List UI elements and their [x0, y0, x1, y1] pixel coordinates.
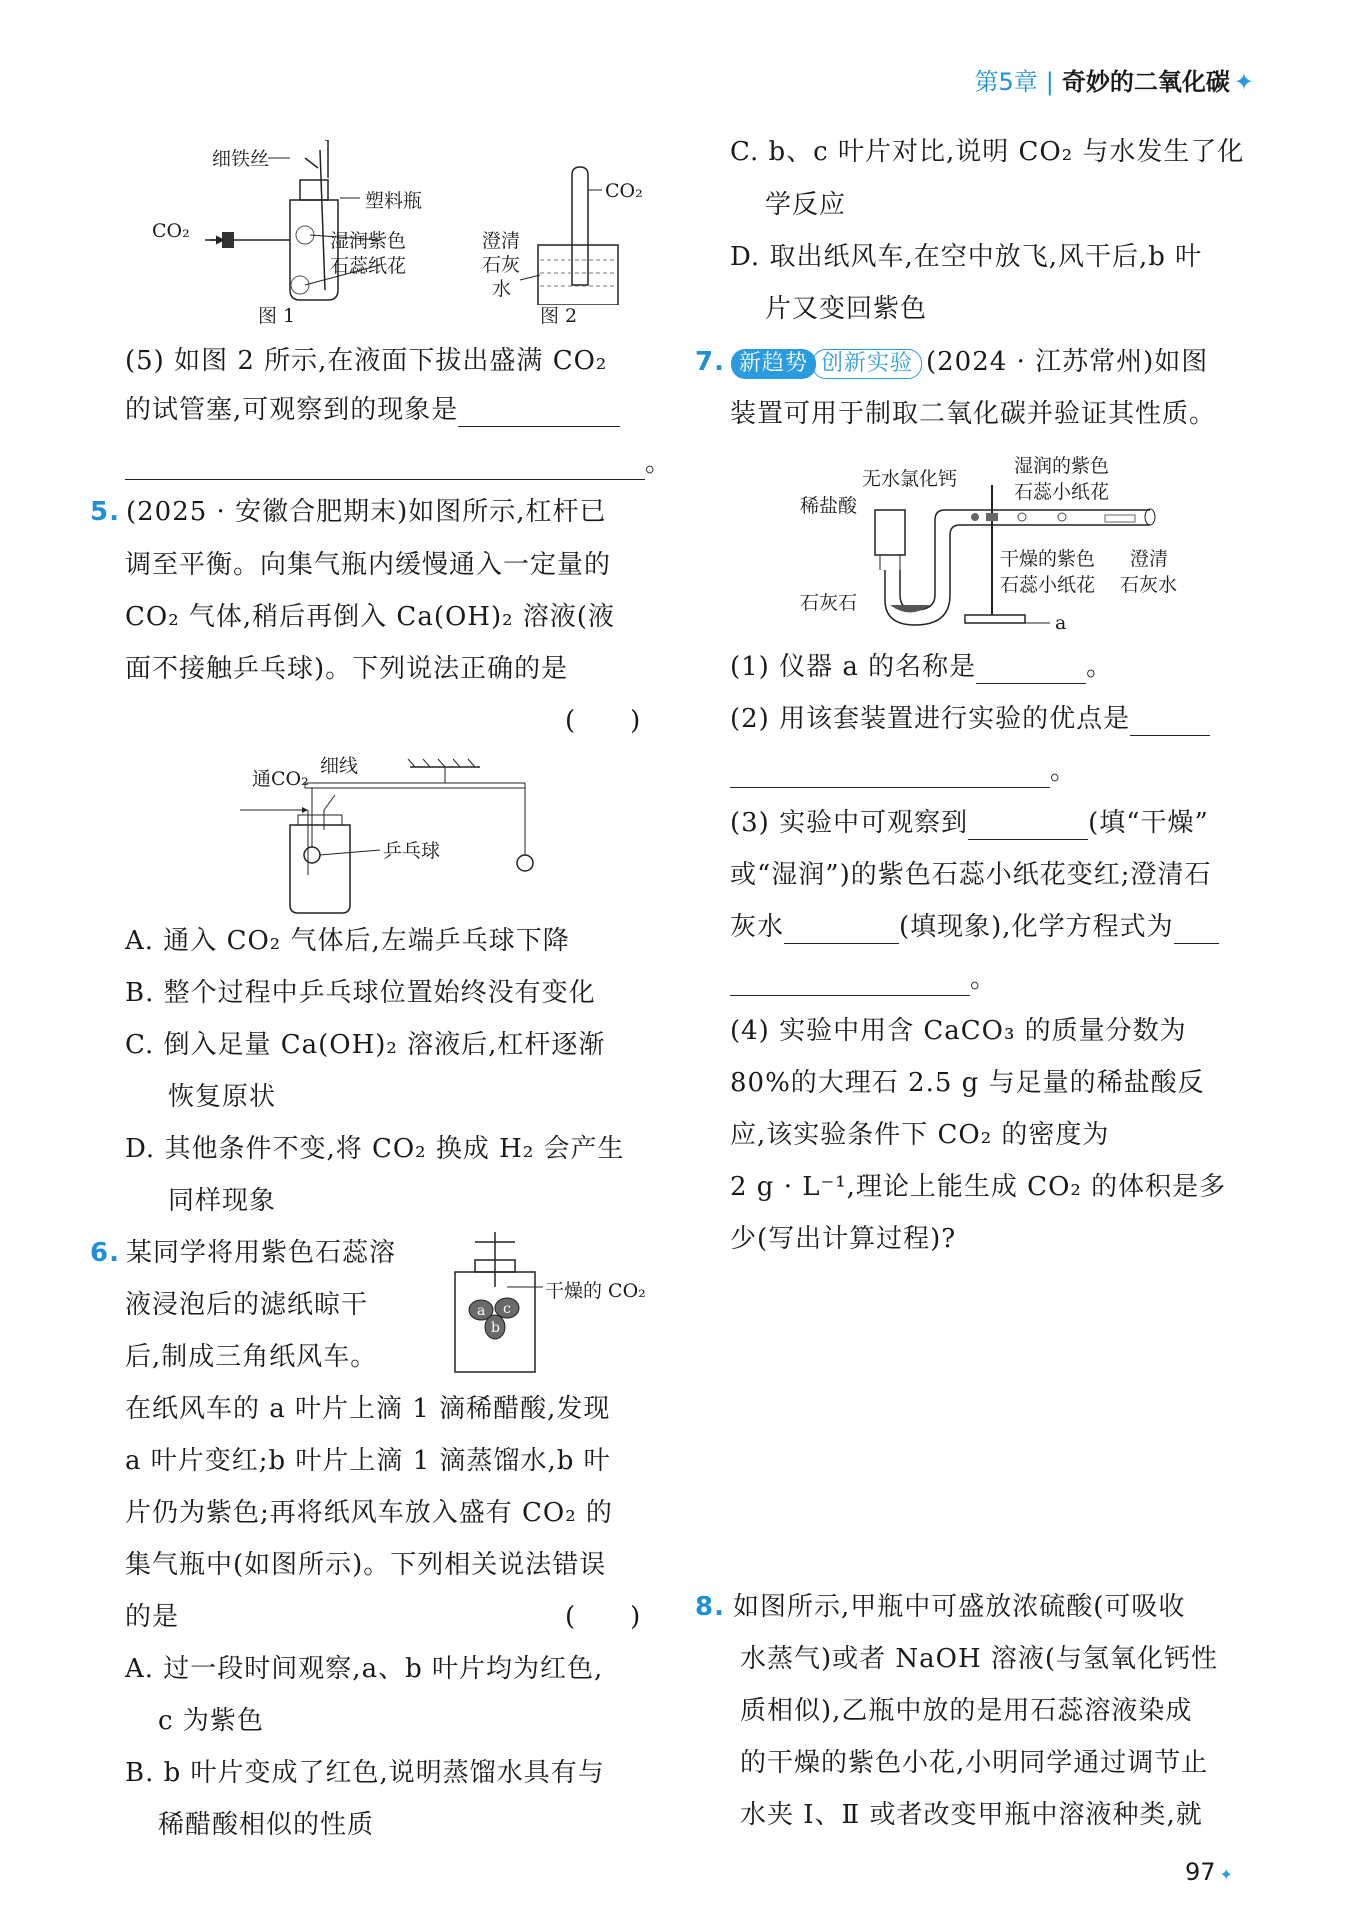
sparkle-icon: ✦: [1219, 1865, 1233, 1884]
fig1-caption: 图 1: [258, 305, 296, 327]
q7-fig-lime1-label: 澄清: [1130, 548, 1169, 570]
q5-option-d2: 同样现象: [168, 1186, 277, 1216]
q8-line5: 水夹 Ⅰ、Ⅱ 或者改变甲瓶中溶液种类,就: [740, 1800, 1203, 1830]
q6-option-b2: 稀醋酸相似的性质: [158, 1810, 375, 1840]
fig1-label-co2: CO₂: [152, 220, 190, 242]
header-separator: |: [1045, 68, 1054, 96]
chapter-header: [975, 62, 1254, 97]
q7-part3-line3: 灰水 (填现象),化学方程式为: [730, 910, 1219, 944]
fig2-label-lime1: 澄清: [482, 230, 521, 252]
q7-fig-stone-label: 石灰石: [800, 592, 858, 614]
q7-line1: 7. 新趋势 创新实验 (2024 · 江苏常州)如图: [695, 347, 1209, 377]
q6-line5: a 叶片变红;b 叶片上滴 1 滴蒸馏水,b 叶: [125, 1446, 611, 1476]
q5-line2: 调至平衡。向集气瓶内缓慢通入一定量的: [125, 550, 612, 580]
q7-part4-line3: 应,该实验条件下 CO₂ 的密度为: [730, 1120, 1110, 1150]
q7-fig-hcl-label: 稀盐酸: [800, 495, 858, 517]
q7-fig-dry2-label: 石蕊小纸花: [1000, 574, 1096, 596]
q6-pinwheel-bottle-diagram: [445, 1232, 545, 1382]
fig2-label-co2: CO₂: [605, 180, 643, 202]
q8-line2: 水蒸气)或者 NaOH 溶液(与氢氧化钙性: [740, 1644, 1219, 1674]
svg-text:a: a: [477, 1303, 486, 1319]
chapter-number: 第5章: [974, 68, 1038, 96]
figure-1-diagram: [150, 140, 480, 340]
fig1-label-flower2: 石蕊纸花: [330, 255, 407, 277]
q6-line2: 液浸泡后的滤纸晾干: [125, 1290, 369, 1320]
svg-text:b: b: [491, 1320, 500, 1336]
fig1-label-flower1: 湿润紫色: [330, 230, 407, 252]
q6-line7: 集气瓶中(如图所示)。下列相关说法错误: [125, 1550, 607, 1580]
q8-line4: 的干燥的紫色小花,小明同学通过调节止: [740, 1748, 1209, 1778]
q5-option-c1: C. 倒入足量 Ca(OH)₂ 溶液后,杠杆逐渐: [125, 1030, 606, 1060]
q6-option-d2: 片又变回紫色: [765, 294, 928, 324]
q7-part3-line2: 或“湿润”)的紫色石蕊小纸花变红;澄清石: [730, 860, 1212, 890]
q7-part2-line1: (2) 用该套装置进行实验的优点是: [730, 702, 1210, 736]
q5-option-d1: D. 其他条件不变,将 CO₂ 换成 H₂ 会产生: [125, 1134, 625, 1164]
q6-option-a2: c 为紫色: [158, 1706, 264, 1736]
q7-part1: (1) 仪器 a 的名称是 。: [730, 652, 1114, 682]
q7-fig-a-label: a: [1055, 612, 1067, 634]
chapter-title: 奇妙的二氧化碳: [1061, 68, 1230, 96]
q7-fig-dry1-label: 干燥的紫色: [1000, 548, 1096, 570]
q7-fig-wet2-label: 石蕊小纸花: [1014, 481, 1110, 503]
fig1-label-bottle: 塑料瓶: [365, 190, 423, 212]
q6-answer-paren: ( ): [565, 1602, 642, 1632]
fig2-caption: 图 2: [540, 305, 578, 327]
q7-part3-line1: (3) 实验中可观察到 (填“干燥”: [730, 808, 1209, 838]
svg-text:c: c: [503, 1301, 511, 1317]
q7-part4-line2: 80%的大理石 2.5 g 与足量的稀盐酸反: [730, 1068, 1205, 1098]
q8-number: 8.: [695, 1592, 725, 1622]
q6-option-a1: A. 过一段时间观察,a、b 叶片均为红色,: [125, 1654, 604, 1684]
sparkle-icon: ✦: [1233, 68, 1254, 96]
q6-line4: 在纸风车的 a 叶片上滴 1 滴稀醋酸,发现: [125, 1394, 611, 1424]
q6-line1: 6. 某同学将用紫色石蕊溶: [90, 1238, 396, 1268]
q6-option-b1: B. b 叶片变成了红色,说明蒸馏水具有与: [125, 1758, 605, 1788]
q7-number: 7.: [695, 347, 725, 377]
innovation-experiment-badge: 创新实验: [812, 349, 922, 379]
fig2-label-lime3: 水: [492, 278, 512, 300]
q5-option-b: B. 整个过程中乒乓球位置始终没有变化: [125, 978, 596, 1008]
q7-fig-wet1-label: 湿润的紫色: [1014, 455, 1110, 477]
q5-fig-ball-label: 乒乓球: [383, 840, 441, 862]
q4-5-line2: 的试管塞,可观察到的现象是: [125, 393, 620, 427]
q5-fig-co2-label: 通CO₂: [252, 768, 309, 790]
page-number: 97 ✦: [1185, 1858, 1233, 1886]
q7-fig-cacl2-label: 无水氯化钙: [862, 468, 958, 490]
q6-option-d1: D. 取出纸风车,在空中放飞,风干后,b 叶: [730, 242, 1203, 272]
q8-line1: 8. 如图所示,甲瓶中可盛放浓硫酸(可吸收: [695, 1592, 1186, 1622]
q4-5-line3: 。: [125, 446, 672, 480]
fig1-label-wire: 细铁丝: [212, 148, 270, 170]
q6-line6: 片仍为紫色;再将纸风车放入盛有 CO₂ 的: [125, 1498, 613, 1528]
q7-part4-line4: 2 g · L⁻¹,理论上能生成 CO₂ 的体积是多: [730, 1172, 1227, 1202]
q6-line3: 后,制成三角纸风车。: [125, 1342, 378, 1372]
q5-answer-paren: ( ): [565, 706, 642, 736]
q7-line2: 装置可用于制取二氧化碳并验证其性质。: [730, 399, 1217, 429]
q7-fig-lime2-label: 石灰水: [1120, 574, 1178, 596]
q5-option-c2: 恢复原状: [168, 1082, 277, 1112]
q5-option-a: A. 通入 CO₂ 气体后,左端乒乓球下降: [125, 926, 570, 956]
q6-line8: 的是: [125, 1602, 180, 1632]
q6-number: 6.: [90, 1238, 120, 1268]
fig2-label-lime2: 石灰: [482, 254, 521, 276]
q6-fig-dry-co2-label: 干燥的 CO₂: [545, 1280, 646, 1302]
new-trend-badge: 新趋势: [731, 349, 816, 379]
q7-part4-line5: 少(写出计算过程)?: [730, 1224, 957, 1254]
q4-5-line1: (5) 如图 2 所示,在液面下拔出盛满 CO₂: [125, 346, 608, 376]
q6-option-c1: C. b、c 叶片对比,说明 CO₂ 与水发生了化: [730, 137, 1245, 167]
q6-option-c2: 学反应: [765, 190, 847, 220]
q7-part4-line1: (4) 实验中用含 CaCO₃ 的质量分数为: [730, 1016, 1187, 1046]
q8-line3: 质相似),乙瓶中放的是用石蕊溶液染成: [740, 1696, 1193, 1726]
q5-line4: 面不接触乒乓球)。下列说法正确的是: [125, 654, 569, 684]
q7-part3-line4: 。: [730, 962, 997, 996]
q5-line1: 5. (2025 · 安徽合肥期末)如图所示,杠杆已: [90, 497, 607, 527]
q5-fig-thread-label: 细线: [320, 755, 359, 777]
q5-line3: CO₂ 气体,稍后再倒入 Ca(OH)₂ 溶液(液: [125, 602, 615, 632]
q7-part2-line2: 。: [730, 754, 1077, 788]
q5-number: 5.: [90, 497, 120, 527]
